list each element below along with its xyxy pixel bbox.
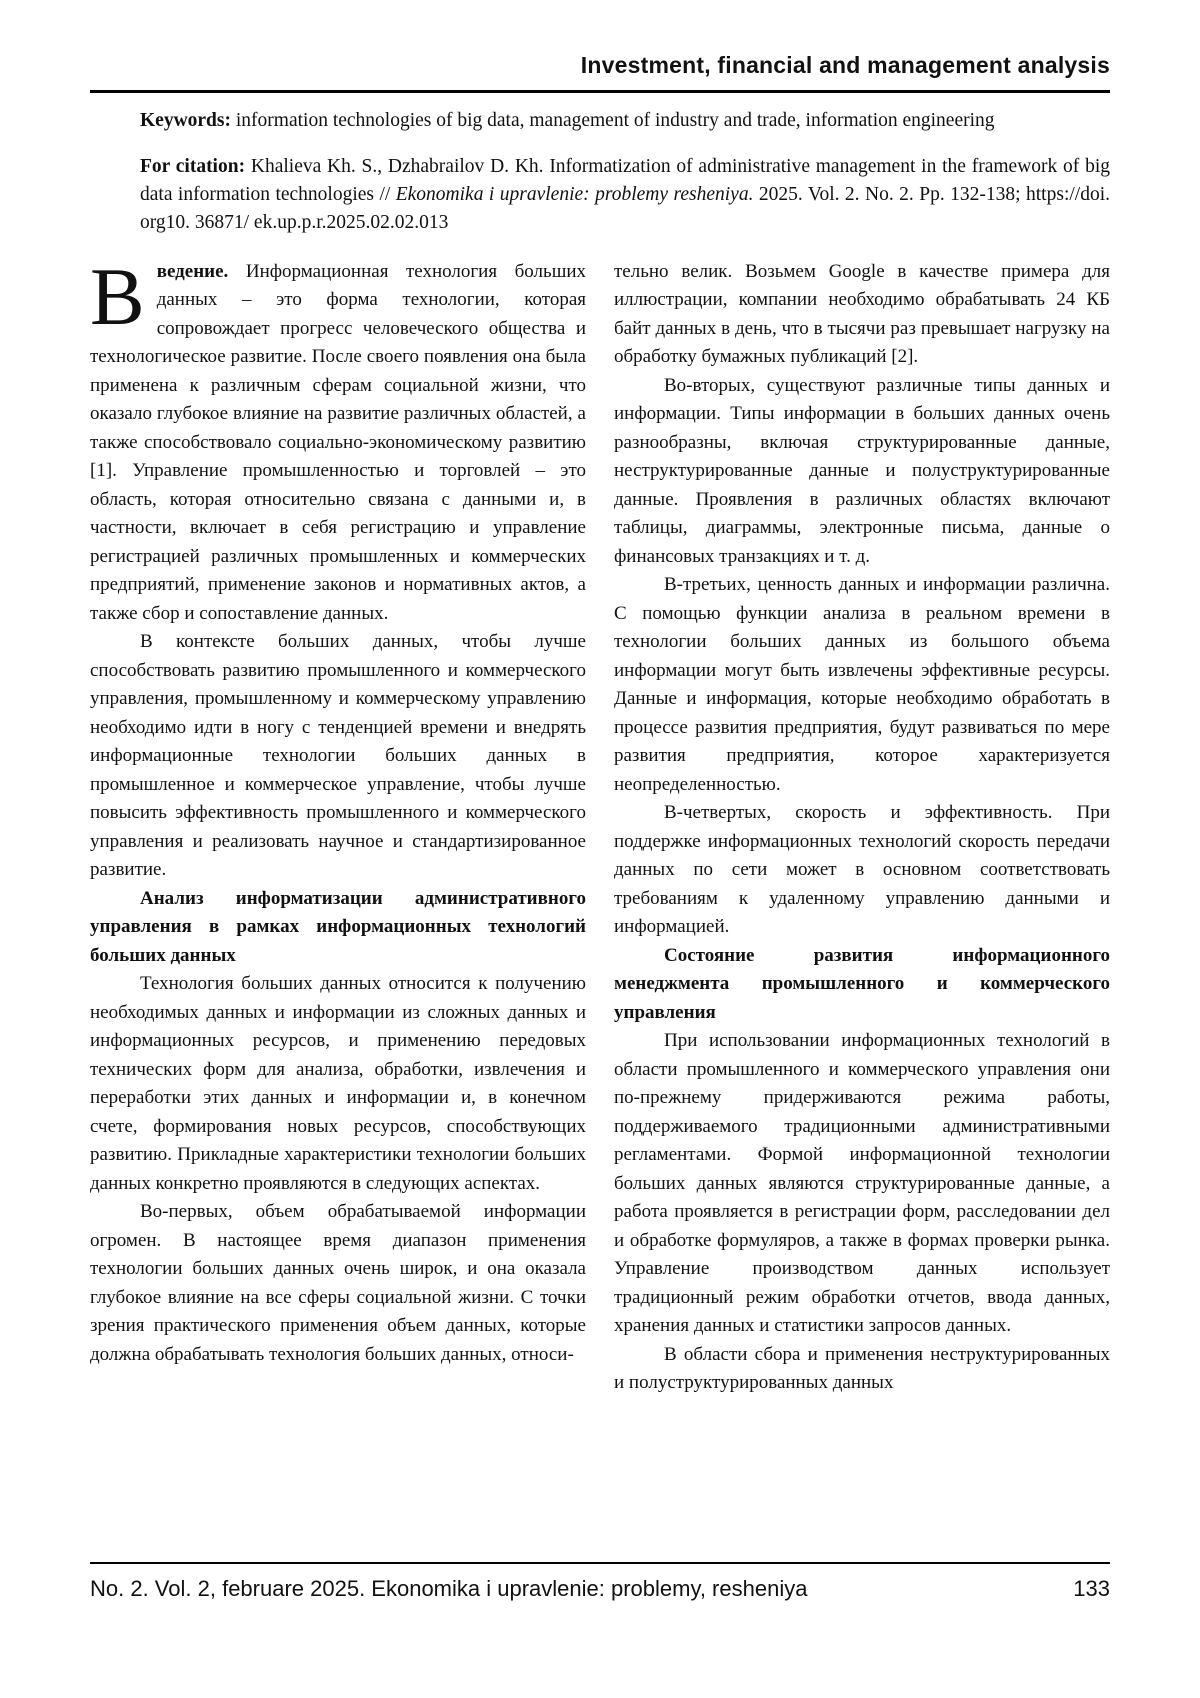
- keywords-text: information technologies of big data, management of industry and trade, information engineering: [231, 109, 995, 131]
- paragraph: В контексте больших данных, чтобы лучше способствовать развитию промышленного и коммерческого управления, промышленному и коммерческому управлению необходимо идти в ногу с тенденцией времени и внедрять информационные технологии больших данных в промышленное и коммерческое управление, чтобы лучше повысить эффективность промышленного и коммерческого управления и реализовать научное и стандартизированное развитие.: [90, 631, 586, 881]
- running-head: [90, 52, 1110, 93]
- page-header-title: Investment, financial and management analysis: [580, 52, 1110, 78]
- citation-journal-title: Ekonomika i upravlenie: problemy resheniya.: [395, 184, 754, 206]
- article-body: [90, 258, 1110, 1398]
- dropcap-letter: В: [90, 257, 145, 342]
- page-number: 133: [1073, 1576, 1110, 1601]
- header-rule: [90, 90, 1110, 93]
- intro-paragraph: [90, 258, 586, 629]
- paragraph: В области сбора и применения неструктурированных и полуструктурированных данных: [614, 1343, 1110, 1394]
- paragraph-continuation: тельно велик. Возьмем Google в качестве примера для иллюстрации, компании необходимо обрабатывать 24 КБ байт данных в день, что в тысячи раз превышает нагрузку на обработку бумажных публикаций [2].: [614, 260, 1110, 368]
- paragraph: При использовании информационных технологий в области промышленного и коммерческого управления они по-прежнему придерживаются режима работы, поддерживаемого традиционными административными регламентами. Формой информационной технологии больших данных являются структурированные данные, а работа проявляется в регистрации форм, расследовании дел и обработке формуляров, а также в формах проверки рынка. Управление производством данных использует традиционный режим обработки отчетов, ввода данных, хранения данных и статистики запросов данных.: [614, 1030, 1110, 1337]
- paragraph: Во-первых, объем обрабатываемой информации огромен. В настоящее время диапазон применения технологии больших данных очень широк, и она оказала глубокое влияние на все сферы социальной жизни. С точки зрения практического применения объем данных, которые должна обрабатывать технология больших данных, относи-: [90, 1201, 586, 1365]
- citation-authors-title: Khalieva Kh. S., Dzhabrailov D. Kh. Informatization of administrative management in the framework of big data information technologies //: [140, 155, 1111, 206]
- right-column: [614, 258, 1110, 1398]
- intro-text: Информационная технология больших данных – это форма технологии, которая сопровождает прогресс человеческого общества и технологическое развитие. После своего появления она была применена к различным сферам социальной жизни, что оказало глубокое влияние на развитие различных областей, а также способствовало социально-экономическому развитию [1]. Управление промышленностью и торговлей – это область, которая относительно связана с данными и, в частности, включает в себя регистрацию и управление регистрацией различных промышленных и коммерческих предприятий, применение законов и нормативных актов, а также сбор и сопоставление данных.: [90, 260, 586, 624]
- page-footer: [90, 1562, 1110, 1602]
- footer-rule: [90, 1562, 1110, 1564]
- citation-paragraph: [140, 153, 1110, 238]
- citation-label: For citation:: [140, 155, 246, 177]
- paragraph: Технология больших данных относится к получению необходимых данных и информации из сложных данных и информационных ресурсов, и применению передовых технических форм для анализа, обработки, извлечения и переработки этих данных и информации и, в конечном счете, формирования новых ресурсов, способствующих развитию. Прикладные характеристики технологии больших данных конкретно проявляются в следующих аспектах.: [90, 973, 586, 1194]
- section-heading-state: Состояние развития информационного менеджмента промышленного и коммерческого управления: [614, 944, 1110, 1023]
- section-heading-analysis: Анализ информатизации административного управления в рамках информационных технологий больших данных: [90, 887, 586, 966]
- left-column: [90, 258, 586, 1398]
- front-matter: [90, 107, 1110, 238]
- paragraph: В-четвертых, скорость и эффективность. При поддержке информационных технологий скорость передачи данных по сети может в основном соответствовать требованиям к удаленному управлению данными и информацией.: [614, 802, 1110, 938]
- intro-lead-word: ведение.: [156, 260, 229, 282]
- footer-journal-line: No. 2. Vol. 2, februare 2025. Ekonomika i upravlenie: problemy, resheniya: [90, 1576, 808, 1601]
- paragraph: Во-вторых, существуют различные типы данных и информации. Типы информации в больших данных очень разнообразны, включая структурированные данные, неструктурированные данные и полуструктурированные данные. Проявления в различных областях включают таблицы, диаграммы, электронные письма, данные о финансовых транзакциях и т. д.: [614, 374, 1110, 567]
- footer-row: [90, 1576, 1110, 1602]
- paragraph: В-третьих, ценность данных и информации различна. С помощью функции анализа в реальном времени в технологии больших данных из большого объема информации могут быть извлечены эффективные ресурсы. Данные и информация, которые необходимо обработать в процессе развития предприятия, будут развиваться по мере развития предприятия, которое характеризуется неопределенностью.: [614, 574, 1110, 795]
- keywords-label: Keywords:: [140, 109, 231, 131]
- citation-volume-doi: 2025. Vol. 2. No. 2. Pp. 132-138; https://doi. org10. 36871/ ek.up.p.r.2025.02.02.013: [140, 184, 1110, 234]
- keywords-paragraph: [90, 107, 1110, 135]
